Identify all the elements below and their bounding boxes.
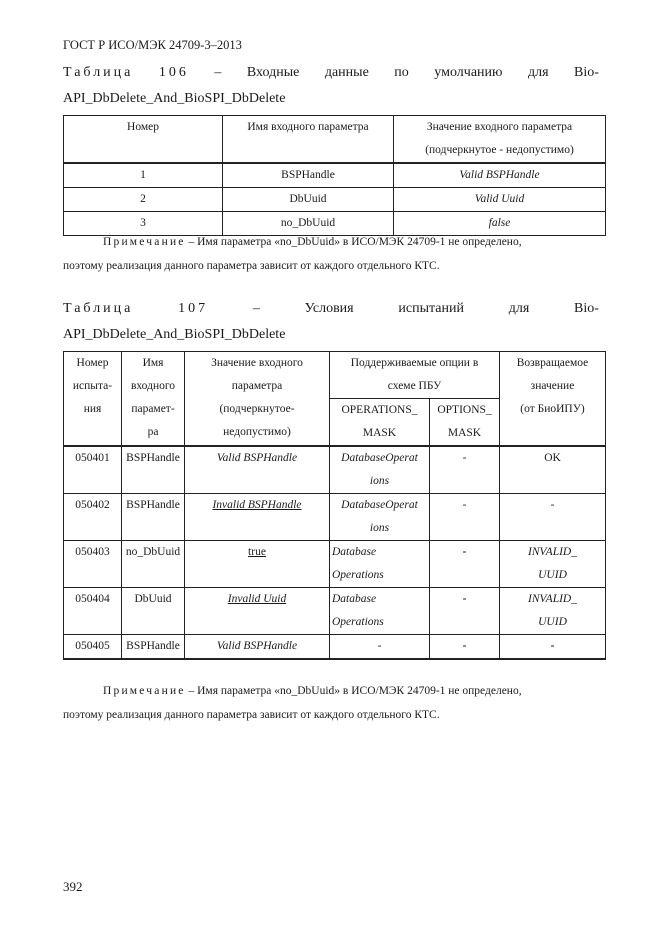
cell-test-number: 050404 [64,588,122,635]
cell-operations-mask: - [330,635,430,660]
table-row [64,635,606,660]
header-line: Значение входного [211,357,303,369]
cell-param-value: Invalid Uuid [185,588,330,635]
table-row [64,446,606,494]
cell-param-value: true [185,541,330,588]
document-header: ГОСТ Р ИСО/МЭК 24709-3–2013 [63,38,242,52]
cell-param-name: BSPHandle [122,494,185,541]
cell-operations-mask [330,588,430,635]
header-line: Значение входного параметра [426,121,573,133]
caption-word: для [508,301,530,316]
header-supported-options [330,352,500,399]
cell-line: Operations [332,569,384,581]
header-line: схеме ПБУ [387,380,442,392]
page-number: 392 [63,879,83,894]
note-label: Примечание [103,685,186,697]
cell-param-value: Invalid BSPHandle [185,494,330,541]
caption-word: 107 [178,301,209,316]
cell-test-number: 050405 [64,635,122,660]
cell-param-name: BSPHandle [122,446,185,494]
header-line: Возвращаемое [516,357,589,369]
cell-test-number: 050401 [64,446,122,494]
cell-test-number: 050402 [64,494,122,541]
header-line: ра [147,426,159,438]
cell-return-value: OK [500,446,606,494]
table-107 [63,351,606,660]
header-line: MASK [362,427,397,439]
table-row [64,494,606,541]
caption-word: Входные [246,65,300,80]
cell-return-value [500,588,606,635]
header-return-value [500,352,606,447]
header-line: Имя [142,357,164,369]
cell-line: UUID [538,616,567,628]
cell-param-value: Valid BSPHandle [394,163,606,188]
cell-param-name: BSPHandle [122,635,185,660]
table-106 [63,115,606,236]
table-row [64,163,606,188]
caption-word: умолчанию [434,65,503,80]
header-cell [394,116,606,164]
caption-word: данные [324,65,369,80]
header-line: ния [83,403,102,415]
cell-operations-mask [330,541,430,588]
cell-line: DatabaseOperat [341,452,418,464]
cell-param-value: Valid Uuid [394,188,606,212]
header-line: OPTIONS_ [437,404,492,416]
header-line: (подчеркнутое- [219,403,295,415]
caption-word: – [252,301,260,316]
cell-return-value [500,541,606,588]
header-line: Поддерживаемые опции в [350,357,479,369]
header-param-value [185,352,330,447]
table-107-note [63,679,599,727]
cell-line: Database [332,593,377,605]
caption-word: Bio- [574,65,599,80]
caption-word: – [214,65,222,80]
cell-line: DatabaseOperat [341,499,418,511]
table-106-note [63,230,599,278]
header-test-number [64,352,122,447]
table-header-row [64,116,606,164]
caption-word: для [527,65,549,80]
cell-options-mask: - [430,446,500,494]
cell-param-name: no_DbUuid [223,212,394,236]
note-line2: поэтому реализация данного параметра зависит от каждого отдельного КТС. [63,260,440,272]
table-row [64,188,606,212]
header-cell: Номер [64,116,223,164]
header-line: MASK [447,427,482,439]
caption-word: Таблица [63,65,134,80]
header-line: Номер [76,357,109,369]
cell-options-mask: - [430,588,500,635]
table-row [64,588,606,635]
caption-line2: API_DbDelete_And_BioSPI_DbDelete [63,91,286,106]
cell-line: ions [369,522,390,534]
header-param-name [122,352,185,447]
caption-word: испытаний [398,301,464,316]
cell-options-mask: - [430,635,500,660]
note-label: Примечание [103,236,186,248]
header-line: параметра [231,380,283,392]
cell-number: 3 [64,212,223,236]
caption-line2: API_DbDelete_And_BioSPI_DbDelete [63,327,286,342]
header-line: парамет- [131,403,175,415]
header-line: OPERATIONS_ [341,404,418,416]
cell-return-value: - [500,494,606,541]
caption-word: по [394,65,409,80]
header-line: испыта- [72,380,113,392]
header-line: входного [130,380,176,392]
table-106-caption [63,60,599,112]
note-text: – Имя параметра «no_DbUuid» в ИСО/МЭК 24709-1 не определено, [185,236,522,248]
header-cell: Имя входного параметра [223,116,394,164]
cell-line: INVALID_ [528,593,577,605]
caption-word: Bio- [574,301,599,316]
cell-line: Database [332,546,377,558]
cell-param-value: false [394,212,606,236]
note-text: – Имя параметра «no_DbUuid» в ИСО/МЭК 24709-1 не определено, [185,685,522,697]
cell-number: 1 [64,163,223,188]
table-header-row [64,352,606,399]
cell-param-value: Valid BSPHandle [185,446,330,494]
cell-line: Operations [332,616,384,628]
caption-word: 106 [158,65,189,80]
header-line: значение [530,380,575,392]
cell-return-value: - [500,635,606,660]
caption-word: Таблица [63,301,134,316]
cell-param-name: DbUuid [122,588,185,635]
cell-param-name: no_DbUuid [122,541,185,588]
cell-operations-mask [330,446,430,494]
cell-options-mask: - [430,541,500,588]
cell-number: 2 [64,188,223,212]
cell-test-number: 050403 [64,541,122,588]
note-line2: поэтому реализация данного параметра зависит от каждого отдельного КТС. [63,709,440,721]
header-options-mask [430,399,500,447]
header-line: недопустимо) [223,426,291,438]
header-line: (подчеркнутое - недопустимо) [425,144,574,156]
cell-line: ions [369,475,390,487]
cell-options-mask: - [430,494,500,541]
cell-param-value: Valid BSPHandle [185,635,330,660]
cell-line: UUID [538,569,567,581]
header-operations-mask [330,399,430,447]
table-107-caption [63,296,599,348]
cell-line: INVALID_ [528,546,577,558]
cell-operations-mask [330,494,430,541]
cell-param-name: BSPHandle [223,163,394,188]
cell-param-name: DbUuid [223,188,394,212]
table-row [64,541,606,588]
header-line: (от БиоИПУ) [520,403,585,415]
caption-word: Условия [304,301,354,316]
